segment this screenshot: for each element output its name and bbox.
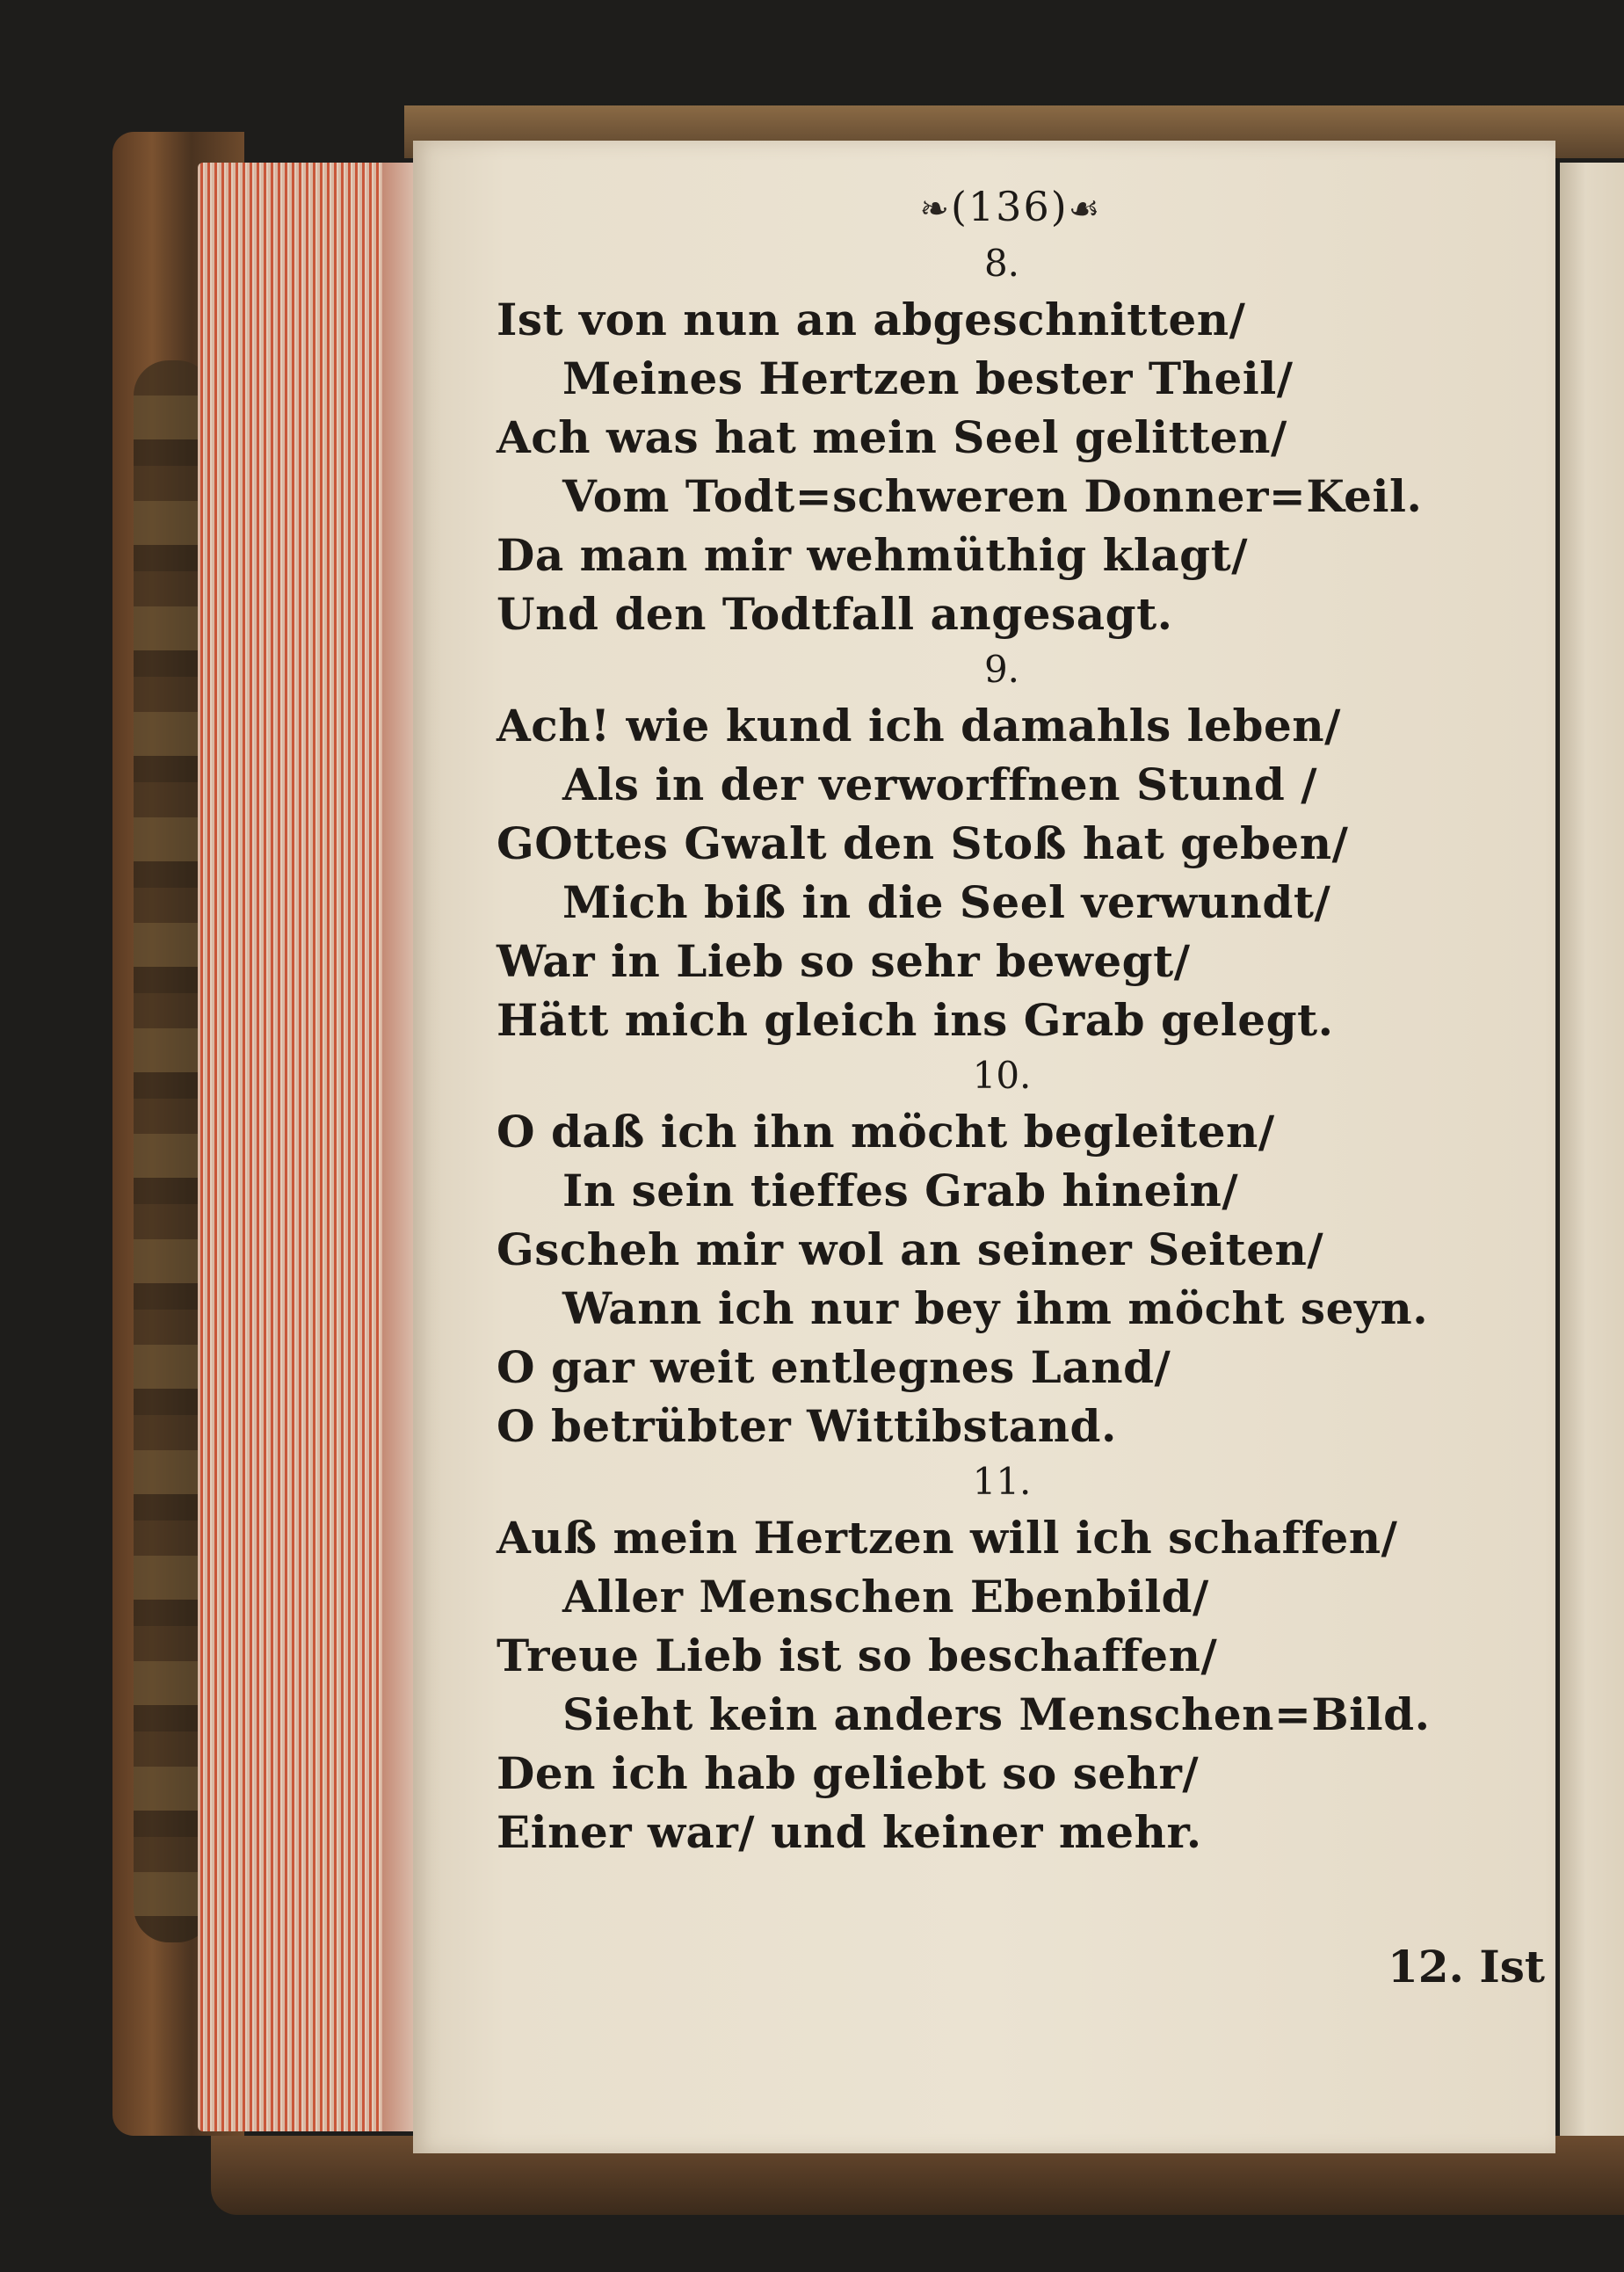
- stanza-8: [497, 237, 1490, 643]
- page-edges: [198, 163, 435, 2131]
- stanza-9: [497, 643, 1490, 1049]
- verse-line: Ach! wie kund ich damahls leben/: [497, 700, 1341, 751]
- catchword: 12. Ist: [1387, 1941, 1545, 1993]
- ornament-left-icon: ❧: [919, 189, 951, 229]
- page-header: [497, 176, 1490, 237]
- stanza-number: 11.: [972, 1460, 1032, 1503]
- verse-line: Mich biß in die Seel verwundt/: [562, 876, 1331, 928]
- stanza-10: [497, 1049, 1490, 1455]
- facing-page-edge: [1560, 163, 1624, 2149]
- verse-line: Den ich hab geliebt so sehr/: [497, 1747, 1200, 1799]
- verse-line: O betrübter Wittibstand.: [497, 1400, 1117, 1452]
- page-number: (136): [950, 183, 1069, 230]
- verse-line: War in Lieb so sehr bewegt/: [497, 935, 1191, 987]
- verse-line: Meines Hertzen bester Theil/: [562, 352, 1294, 404]
- verse-line: O gar weit entlegnes Land/: [497, 1341, 1171, 1393]
- verse-line: Ist von nun an abgeschnitten/: [497, 294, 1246, 345]
- stanza-11: [497, 1455, 1490, 1862]
- verse-line: Als in der verworffnen Stund /: [562, 759, 1318, 810]
- verse-line: Einer war/ und keiner mehr.: [497, 1806, 1202, 1858]
- verse-line: Aller Menschen Ebenbild/: [562, 1571, 1209, 1622]
- verse-line: Hätt mich gleich ins Grab gelegt.: [497, 994, 1334, 1046]
- verse-line: In sein tieffes Grab hinein/: [562, 1165, 1239, 1216]
- page-text: [497, 176, 1490, 1862]
- verse-line: Treue Lieb ist so beschaffen/: [497, 1630, 1218, 1681]
- verse-line: Vom Todt=schweren Donner=Keil.: [562, 470, 1423, 522]
- verse-line: Sieht kein anders Menschen=Bild.: [562, 1688, 1431, 1740]
- stanza-number: 8.: [983, 242, 1020, 285]
- verse-line: Und den Todtfall angesagt.: [497, 588, 1173, 640]
- verse-line: O daß ich ihn möcht begleiten/: [497, 1106, 1275, 1158]
- verse-line: Auß mein Hertzen will ich schaffen/: [497, 1512, 1398, 1564]
- stanza-number: 10.: [972, 1054, 1032, 1097]
- verse-line: Ach was hat mein Seel gelitten/: [497, 411, 1287, 463]
- verse-line: Wann ich nur bey ihm möcht seyn.: [562, 1282, 1429, 1334]
- verse-line: Gscheh mir wol an seiner Seiten/: [497, 1223, 1324, 1275]
- ornament-right-icon: ☙: [1068, 189, 1102, 229]
- stanza-number: 9.: [983, 648, 1020, 691]
- verse-line: GOttes Gwalt den Stoß hat geben/: [497, 817, 1349, 869]
- verse-line: Da man mir wehmüthig klagt/: [497, 529, 1249, 581]
